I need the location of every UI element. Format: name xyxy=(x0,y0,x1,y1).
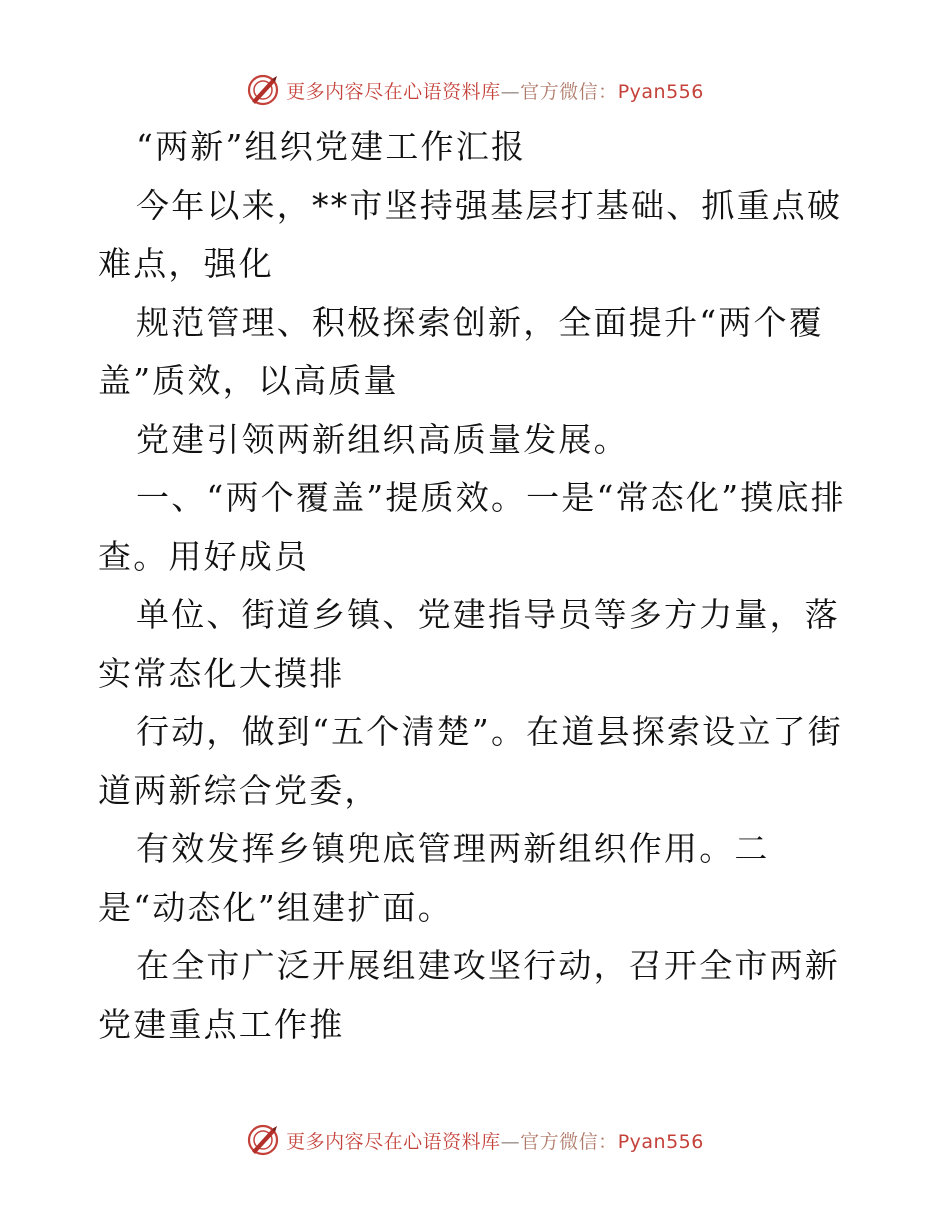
watermark-text: 更多内容尽在心语资料库—官方微信：Pyan556 xyxy=(286,1130,704,1153)
watermark-text: 更多内容尽在心语资料库—官方微信：Pyan556 xyxy=(286,80,704,103)
paragraph-8: 在全市广泛开展组建攻坚行动，召开全市两新党建重点工作推 xyxy=(98,946,840,1044)
paragraph-1: 今年以来，**市坚持强基层打基础、抓重点破难点，强化 xyxy=(98,185,843,283)
paragraph-3: 党建引领两新组织高质量发展。 xyxy=(136,419,629,459)
document-title: “两新”组织党建工作汇报 xyxy=(136,127,527,166)
paragraph-6: 行动，做到“五个清楚”。在道县探索设立了街道两新综合党委， xyxy=(98,712,843,810)
paragraph-2: 规范管理、积极探索创新，全面提升“两个覆盖”质效，以高质量 xyxy=(98,302,824,400)
header-watermark xyxy=(0,70,950,110)
document-body xyxy=(98,118,858,1054)
footer-watermark xyxy=(0,1120,950,1160)
paragraph-4: 一、“两个覆盖”提质效。一是“常态化”摸底排查。用好成员 xyxy=(98,478,846,576)
quill-seal-icon xyxy=(246,73,280,107)
paragraph-5: 单位、街道乡镇、党建指导员等多方力量，落实常态化大摸排 xyxy=(98,595,840,693)
quill-seal-icon xyxy=(246,1123,280,1157)
paragraph-7: 有效发挥乡镇兜底管理两新组织作用。二是“动态化”组建扩面。 xyxy=(98,829,770,927)
